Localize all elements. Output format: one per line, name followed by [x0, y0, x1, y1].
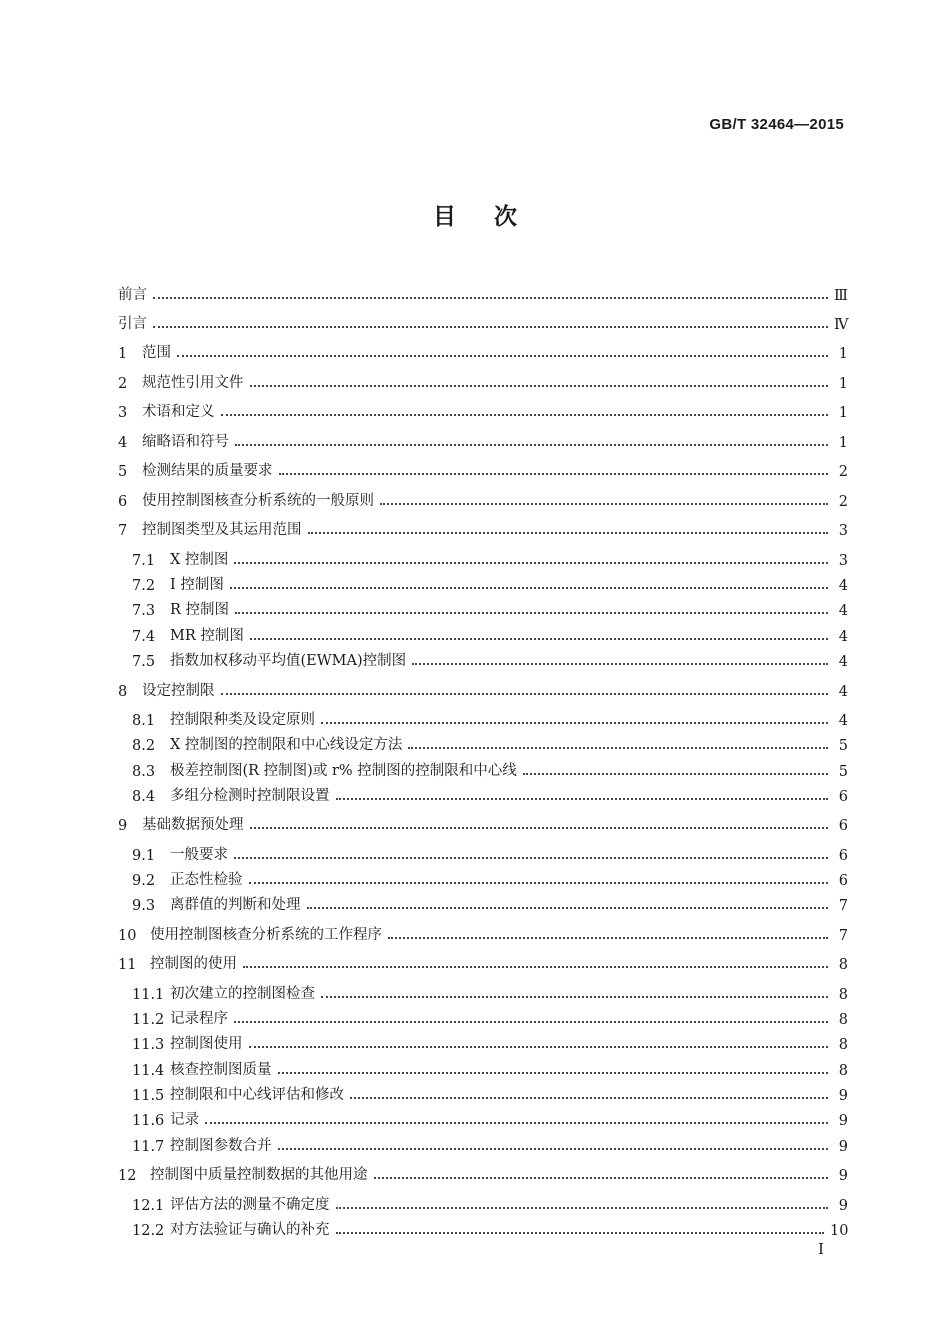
toc-entry-label: R 控制图 [170, 602, 230, 618]
dot-leader [350, 1097, 828, 1099]
toc-entry-page: 6 [838, 873, 848, 889]
toc-entry[interactable] [132, 861, 848, 889]
toc-entry-number: 8.2 [132, 738, 156, 754]
toc-entry[interactable] [132, 975, 848, 1003]
toc-entry-number: 8.1 [132, 713, 156, 729]
toc-entry-number: 11.3 [132, 1037, 165, 1053]
dot-leader [336, 1207, 829, 1209]
dot-leader [523, 773, 828, 775]
toc-entry[interactable] [118, 364, 848, 392]
dot-leader [308, 532, 829, 534]
dot-leader [307, 907, 829, 909]
toc-entry-number: 8.4 [132, 789, 156, 805]
toc-entry-number: 11.6 [132, 1113, 165, 1129]
toc-entry-number: 6 [118, 494, 128, 510]
dot-leader [279, 473, 829, 475]
toc-entry[interactable] [132, 1051, 848, 1079]
toc-entry-page: 9 [838, 1168, 848, 1184]
dot-leader [278, 1148, 829, 1150]
toc-entry-number: 3 [118, 405, 128, 421]
toc-entry[interactable] [118, 916, 848, 944]
toc-entry-page: 2 [838, 494, 848, 510]
document-number: GB/T 32464—2015 [709, 116, 844, 133]
toc-entry-label: 极差控制图(R 控制图)或 r% 控制图的控制限和中心线 [170, 763, 517, 779]
dot-leader [234, 562, 828, 564]
toc-entry-number: 7.5 [132, 654, 156, 670]
dot-leader [336, 1232, 825, 1234]
toc-entry[interactable] [132, 566, 848, 594]
toc-entry-number: 12.2 [132, 1223, 165, 1239]
toc-entry-label: 设定控制限 [142, 683, 215, 699]
toc-entry-page: Ⅳ [834, 317, 849, 333]
toc-entry-label: 检测结果的质量要求 [142, 463, 273, 479]
toc-entry-label: 规范性引用文件 [142, 375, 244, 391]
toc-entry[interactable] [118, 806, 848, 834]
dot-leader [235, 444, 828, 446]
toc-entry-label: 使用控制图核查分析系统的工作程序 [150, 927, 382, 943]
toc-entry[interactable] [132, 836, 848, 864]
toc-entry-label: 记录程序 [170, 1011, 228, 1027]
dot-leader [250, 385, 829, 387]
toc-entry-number: 7.3 [132, 603, 156, 619]
toc-entry-number: 11.7 [132, 1139, 165, 1155]
toc-entry-page: 2 [838, 464, 848, 480]
dot-leader [234, 857, 828, 859]
toc-entry-label: X 控制图 [170, 552, 229, 568]
toc-entry-page: 8 [838, 1012, 848, 1028]
toc-entry-number: 11.5 [132, 1088, 165, 1104]
dot-leader [380, 503, 828, 505]
toc-entry-label: 缩略语和符号 [142, 434, 229, 450]
dot-leader [153, 297, 828, 299]
toc-entry-page: Ⅲ [834, 288, 848, 304]
toc-entry-label: X 控制图的控制限和中心线设定方法 [170, 737, 403, 753]
toc-entry-page: 7 [838, 898, 848, 914]
toc-entry-page: 4 [838, 654, 848, 670]
toc-entry-label: 控制图类型及其运用范围 [142, 522, 302, 538]
toc-entry-number: 9.2 [132, 873, 156, 889]
toc-entry-page: 1 [838, 346, 848, 362]
toc-entry[interactable] [132, 752, 848, 780]
toc-entry-number: 7 [118, 523, 128, 539]
dot-leader [278, 1072, 829, 1074]
toc-entry[interactable] [118, 672, 848, 700]
page-title: 目次 [433, 204, 555, 230]
toc-entry-page: 6 [838, 848, 848, 864]
toc-entry-label: 控制图参数合并 [170, 1138, 272, 1154]
toc-entry[interactable] [118, 1156, 848, 1184]
toc-entry[interactable] [118, 482, 848, 510]
dot-leader [250, 827, 829, 829]
toc-entry-number: 5 [118, 464, 128, 480]
toc-entry-label: 使用控制图核查分析系统的一般原则 [142, 493, 374, 509]
dot-leader [153, 326, 828, 328]
dot-leader [205, 1122, 828, 1124]
toc-entry-page: 7 [838, 928, 848, 944]
toc-entry-number: 7.1 [132, 553, 156, 569]
toc-entry[interactable] [132, 1186, 848, 1214]
toc-entry-page: 1 [838, 435, 848, 451]
toc-entry-label: 多组分检测时控制限设置 [170, 788, 330, 804]
toc-entry-label: 控制限和中心线评估和修改 [170, 1087, 344, 1103]
toc-entry-page: 8 [838, 957, 848, 973]
toc-entry[interactable] [132, 591, 848, 619]
toc-entry[interactable] [118, 423, 848, 451]
toc-entry-page: 9 [838, 1198, 848, 1214]
toc-entry[interactable] [132, 541, 848, 569]
toc-entry-label: 基础数据预处理 [142, 817, 244, 833]
toc-entry-number: 12 [118, 1168, 137, 1184]
toc-entry-label: 正态性检验 [170, 872, 243, 888]
toc-entry[interactable] [132, 1127, 848, 1155]
toc-entry[interactable] [132, 1000, 848, 1028]
toc-entry-page: 5 [838, 764, 848, 780]
toc-entry[interactable] [132, 1101, 848, 1129]
toc-entry-label: 控制图中质量控制数据的其他用途 [150, 1167, 368, 1183]
dot-leader [235, 612, 828, 614]
toc-entry-label: I 控制图 [170, 577, 224, 593]
toc-entry[interactable] [118, 276, 848, 304]
toc-entry-number: 11 [118, 957, 137, 973]
toc-entry-number: 11.1 [132, 987, 165, 1003]
toc-entry[interactable] [132, 617, 848, 645]
toc-entry-page: 9 [838, 1088, 848, 1104]
toc-entry-page: 4 [838, 578, 848, 594]
toc-entry-number: 1 [118, 346, 128, 362]
dot-leader [321, 722, 828, 724]
dot-leader [250, 638, 828, 640]
toc-entry-label: 核查控制图质量 [170, 1062, 272, 1078]
toc-entry[interactable] [118, 334, 848, 362]
dot-leader [388, 937, 828, 939]
toc-entry-page: 10 [830, 1223, 849, 1239]
dot-leader [221, 414, 829, 416]
toc-entry-number: 8.3 [132, 764, 156, 780]
toc-entry[interactable] [118, 305, 848, 333]
dot-leader [230, 587, 828, 589]
toc-entry[interactable] [132, 1211, 848, 1239]
toc-entry[interactable] [118, 393, 848, 421]
toc-entry-page: 4 [838, 684, 848, 700]
toc-entry-label: 控制限种类及设定原则 [170, 712, 315, 728]
dot-leader [374, 1177, 829, 1179]
dot-leader [221, 693, 829, 695]
toc-entry-page: 6 [838, 789, 848, 805]
toc-entry[interactable] [132, 1076, 848, 1104]
toc-entry-number: 4 [118, 435, 128, 451]
toc-entry-page: 3 [838, 553, 848, 569]
toc-entry-number: 12.1 [132, 1198, 165, 1214]
toc-entry-number: 11.2 [132, 1012, 165, 1028]
toc-entry-page: 6 [838, 818, 848, 834]
toc-entry-label: 前言 [118, 287, 147, 303]
toc-entry-page: 3 [838, 523, 848, 539]
toc-entry[interactable] [118, 452, 848, 480]
dot-leader [249, 1046, 829, 1048]
toc-entry[interactable] [118, 945, 848, 973]
toc-entry-label: 术语和定义 [142, 404, 215, 420]
toc-entry-page: 1 [838, 405, 848, 421]
page-folio: I [818, 1240, 824, 1258]
toc-entry-page: 1 [838, 376, 848, 392]
toc-entry-page: 4 [838, 629, 848, 645]
toc-entry[interactable] [118, 511, 848, 539]
dot-leader [336, 798, 829, 800]
dot-leader [243, 966, 828, 968]
toc-entry-page: 8 [838, 1063, 848, 1079]
toc-entry-label: 引言 [118, 316, 147, 332]
toc-entry-label: 记录 [170, 1112, 199, 1128]
dot-leader [412, 663, 828, 665]
toc-entry-label: 控制图的使用 [150, 956, 237, 972]
toc-entry-number: 10 [118, 928, 137, 944]
toc-entry-label: 范围 [142, 345, 171, 361]
toc-entry[interactable] [132, 777, 848, 805]
toc-entry-number: 7.4 [132, 629, 156, 645]
toc-entry-page: 4 [838, 603, 848, 619]
toc-entry[interactable] [132, 886, 848, 914]
toc-entry-number: 7.2 [132, 578, 156, 594]
toc-entry[interactable] [132, 701, 848, 729]
toc-entry-number: 2 [118, 376, 128, 392]
dot-leader [321, 996, 828, 998]
toc-entry-label: 一般要求 [170, 847, 228, 863]
toc-entry-label: 控制图使用 [170, 1036, 243, 1052]
toc-entry-number: 8 [118, 684, 128, 700]
toc-entry-number: 11.4 [132, 1063, 165, 1079]
toc-entry-label: 评估方法的测量不确定度 [170, 1197, 330, 1213]
toc-entry-label: 指数加权移动平均值(EWMA)控制图 [170, 653, 407, 669]
toc-entry-page: 9 [838, 1139, 848, 1155]
dot-leader [408, 747, 828, 749]
dot-leader [177, 355, 828, 357]
dot-leader [249, 882, 829, 884]
toc-entry-page: 5 [838, 738, 848, 754]
toc-entry-label: 对方法验证与确认的补充 [170, 1222, 330, 1238]
toc-entry-label: 离群值的判断和处理 [170, 897, 301, 913]
toc-entry[interactable] [132, 726, 848, 754]
toc-entry-number: 9 [118, 818, 128, 834]
toc-entry-label: 初次建立的控制图检查 [170, 986, 315, 1002]
toc-entry-label: MR 控制图 [170, 628, 244, 644]
dot-leader [234, 1021, 828, 1023]
toc-entry-page: 8 [838, 1037, 848, 1053]
toc-entry-page: 9 [838, 1113, 848, 1129]
toc-entry[interactable] [132, 1025, 848, 1053]
toc-entry-number: 9.3 [132, 898, 156, 914]
toc-entry[interactable] [132, 642, 848, 670]
toc-entry-number: 9.1 [132, 848, 156, 864]
toc-entry-page: 4 [838, 713, 848, 729]
toc-entry-page: 8 [838, 987, 848, 1003]
